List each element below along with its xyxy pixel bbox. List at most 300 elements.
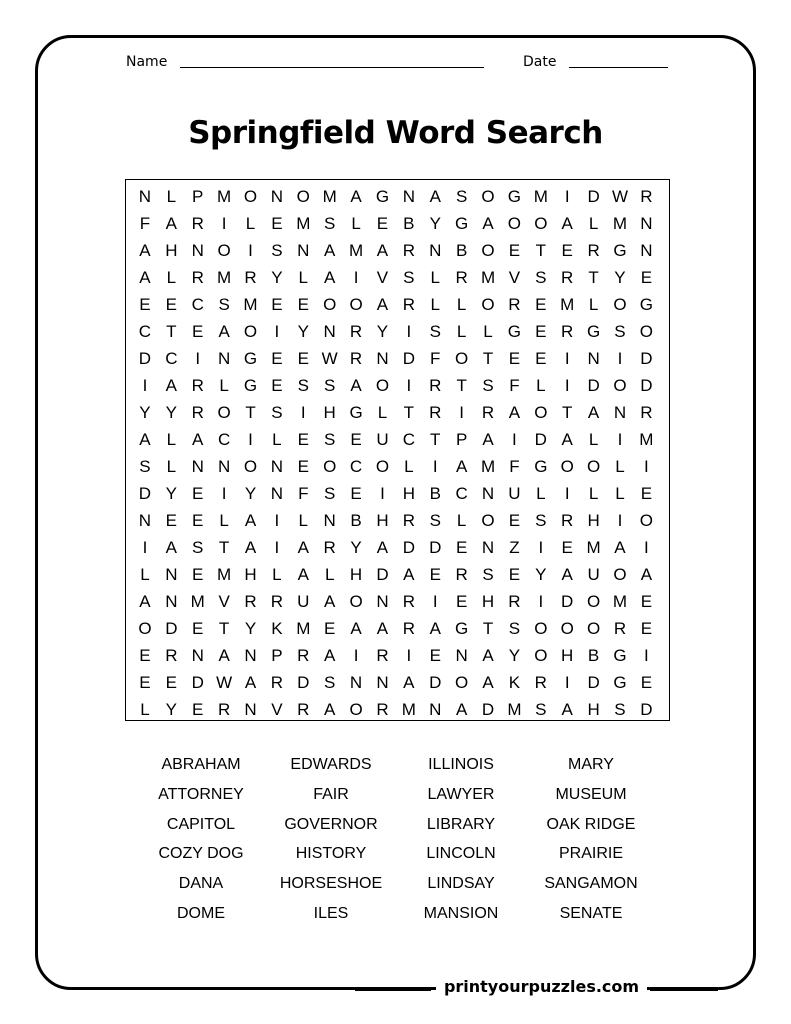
- grid-letter: N: [481, 538, 495, 557]
- grid-letter: A: [614, 538, 627, 557]
- grid-letter: O: [375, 376, 390, 395]
- grid-letter: A: [297, 565, 310, 584]
- grid-letter: L: [483, 322, 494, 341]
- grid-letter: I: [644, 457, 650, 476]
- grid-letter: R: [429, 376, 442, 395]
- grid-letter: E: [508, 511, 521, 530]
- grid-letter: H: [323, 403, 337, 422]
- grid-letter: R: [349, 349, 363, 368]
- grid-letter: S: [218, 295, 231, 314]
- grid-letter: D: [640, 376, 653, 395]
- grid-letter: Y: [297, 322, 310, 341]
- grid-letter: I: [644, 646, 650, 665]
- grid-letter: S: [324, 673, 336, 692]
- grid-letter: A: [244, 673, 257, 692]
- grid-letter: E: [192, 484, 204, 503]
- grid-letter: R: [561, 322, 574, 341]
- footer-line-right: [650, 988, 718, 991]
- grid-letter: S: [535, 511, 547, 530]
- grid-letter: E: [640, 268, 653, 287]
- footer-line-left: [355, 988, 431, 991]
- word-list: [136, 750, 656, 929]
- grid-letter: I: [432, 592, 439, 611]
- grid-letter: R: [534, 673, 548, 692]
- grid-letter: A: [139, 241, 152, 260]
- grid-letter: G: [507, 187, 522, 206]
- grid-row: [132, 507, 660, 534]
- word-list-item: LAWYER: [427, 785, 495, 803]
- grid-letter: L: [536, 484, 547, 503]
- word-list-item: MARY: [568, 756, 614, 773]
- grid-letter: L: [272, 430, 283, 449]
- grid-letter: S: [429, 322, 442, 341]
- grid-letter: S: [271, 241, 284, 260]
- grid-letter: N: [297, 241, 310, 260]
- grid-letter: A: [403, 673, 416, 692]
- grid-letter: N: [138, 187, 152, 206]
- word-list-item: SENATE: [559, 904, 623, 922]
- grid-letter: A: [297, 538, 310, 557]
- grid-letter: Y: [376, 322, 389, 341]
- grid-letter: O: [349, 592, 364, 611]
- grid-letter: O: [138, 619, 153, 638]
- grid-letter: I: [564, 349, 571, 368]
- grid-letter: O: [323, 295, 337, 314]
- grid-letter: I: [617, 511, 623, 530]
- grid-letter: R: [587, 241, 601, 260]
- grid-letter: N: [244, 646, 258, 665]
- grid-letter: A: [324, 700, 336, 719]
- footer-site: printyourpuzzles.com: [436, 976, 647, 998]
- grid-letter: A: [482, 214, 495, 233]
- grid-letter: O: [296, 187, 311, 206]
- grid-letter: L: [351, 214, 362, 233]
- grid-letter: S: [271, 403, 284, 422]
- grid-letter: G: [455, 619, 469, 638]
- grid-letter: A: [376, 619, 389, 638]
- grid-letter: W: [611, 187, 629, 206]
- grid-letter: A: [324, 268, 336, 287]
- grid-letter: R: [270, 592, 284, 611]
- grid-letter: E: [376, 214, 389, 233]
- grid-letter: R: [376, 700, 390, 719]
- grid-letter: Y: [271, 268, 284, 287]
- grid-letter: N: [640, 241, 653, 260]
- page-title: Springfield Word Search: [188, 115, 603, 151]
- grid-letter: I: [564, 187, 571, 206]
- grid-letter: N: [217, 457, 231, 476]
- grid-letter: D: [640, 349, 653, 368]
- grid-letter: D: [640, 700, 653, 719]
- grid-letter: V: [218, 592, 231, 611]
- grid-letter: P: [455, 430, 468, 449]
- grid-letter: I: [274, 538, 280, 557]
- grid-letter: Y: [508, 646, 521, 665]
- grid-letter: L: [166, 187, 177, 206]
- grid-letter: O: [243, 322, 258, 341]
- grid-letter: H: [587, 511, 601, 530]
- grid-letter: I: [564, 376, 571, 395]
- grid-letter: R: [508, 295, 522, 314]
- grid-letter: N: [587, 349, 601, 368]
- grid-letter: E: [561, 538, 574, 557]
- grid-letter: U: [508, 484, 522, 503]
- grid-letter: G: [613, 673, 628, 692]
- grid-letter: N: [429, 700, 442, 719]
- grid-letter: O: [349, 295, 364, 314]
- grid-letter: O: [586, 592, 601, 611]
- grid-letter: C: [455, 484, 469, 503]
- grid-letter: A: [244, 538, 257, 557]
- grid-letter: V: [271, 700, 284, 719]
- grid-letter: E: [297, 430, 310, 449]
- grid-letter: E: [640, 673, 653, 692]
- grid-letter: E: [297, 295, 310, 314]
- grid-letter: A: [218, 322, 231, 341]
- grid-letter: I: [644, 538, 650, 557]
- grid-letter: I: [564, 484, 571, 503]
- grid-letter: O: [323, 457, 337, 476]
- grid-letter: S: [535, 700, 547, 719]
- grid-letter: L: [430, 268, 441, 287]
- grid-letter: U: [297, 592, 310, 611]
- grid-letter: E: [139, 673, 152, 692]
- word-list-item: CAPITOL: [166, 815, 236, 833]
- grid-letter: I: [564, 673, 571, 692]
- grid-letter: I: [380, 484, 386, 503]
- grid-row: [132, 372, 660, 399]
- grid-letter: S: [482, 565, 495, 584]
- grid-letter: O: [455, 673, 469, 692]
- grid-letter: N: [376, 592, 390, 611]
- grid-letter: O: [243, 187, 258, 206]
- grid-letter: C: [165, 349, 178, 368]
- grid-letter: T: [403, 403, 415, 422]
- grid-letter: N: [270, 187, 284, 206]
- grid-letter: D: [587, 376, 601, 395]
- grid-letter: R: [244, 592, 258, 611]
- grid-letter: O: [481, 511, 496, 530]
- grid-row: [132, 561, 660, 588]
- grid-letter: G: [613, 646, 628, 665]
- word-list-item: LIBRARY: [426, 815, 496, 833]
- grid-letter: O: [375, 457, 390, 476]
- grid-letter: L: [588, 214, 599, 233]
- grid-letter: M: [612, 592, 628, 611]
- grid-letter: E: [192, 511, 204, 530]
- grid-letter: I: [512, 430, 518, 449]
- grid-letter: A: [640, 565, 653, 584]
- grid-letter: O: [534, 214, 548, 233]
- grid-letter: E: [561, 241, 574, 260]
- grid-letter: S: [324, 376, 336, 395]
- grid-letter: N: [323, 322, 337, 341]
- grid-letter: M: [190, 592, 206, 611]
- grid-letter: O: [586, 457, 601, 476]
- grid-letter: D: [429, 673, 442, 692]
- grid-letter: N: [165, 565, 178, 584]
- grid-letter: L: [588, 295, 599, 314]
- grid-letter: M: [296, 214, 311, 233]
- word-list-item: HORSESHOE: [279, 875, 383, 893]
- grid-letter: S: [192, 538, 204, 557]
- grid-letter: R: [613, 619, 627, 638]
- grid-letter: A: [376, 241, 389, 260]
- grid-letter: L: [377, 403, 388, 422]
- grid-letter: O: [613, 376, 628, 395]
- grid-letter: N: [138, 511, 152, 530]
- grid-letter: S: [403, 268, 416, 287]
- grid-row: [132, 453, 660, 480]
- grid-letter: O: [560, 457, 575, 476]
- grid-letter: G: [243, 376, 258, 395]
- grid-letter: U: [376, 430, 390, 449]
- grid-letter: A: [482, 430, 495, 449]
- grid-letter: Y: [614, 268, 627, 287]
- word-list-item: ILES: [313, 904, 349, 922]
- grid-letter: S: [614, 322, 627, 341]
- grid-letter: I: [538, 538, 544, 557]
- grid-letter: I: [406, 322, 412, 341]
- name-line: [180, 67, 484, 68]
- grid-letter: Y: [535, 565, 547, 584]
- grid-letter: O: [455, 349, 469, 368]
- grid-letter: B: [350, 511, 363, 530]
- grid-letter: O: [349, 700, 364, 719]
- grid-row: [132, 345, 660, 372]
- grid-letter: S: [324, 484, 336, 503]
- word-list-item: OAK RIDGE: [546, 815, 636, 833]
- grid-letter: R: [402, 511, 416, 530]
- grid-letter: E: [165, 673, 178, 692]
- grid-letter: A: [429, 619, 442, 638]
- grid-letter: C: [191, 295, 205, 314]
- grid-letter: V: [376, 268, 389, 287]
- grid-letter: L: [140, 700, 151, 719]
- grid-letter: N: [270, 484, 284, 503]
- grid-letter: A: [561, 565, 574, 584]
- grid-letter: N: [455, 646, 469, 665]
- grid-letter: E: [640, 484, 653, 503]
- grid-letter: F: [509, 457, 521, 476]
- grid-letter: M: [507, 700, 522, 719]
- grid-letter: S: [429, 511, 442, 530]
- grid-letter: O: [481, 241, 496, 260]
- word-list-item: PRAIRIE: [558, 845, 623, 863]
- grid-letter: M: [533, 187, 549, 206]
- grid-letter: L: [272, 565, 283, 584]
- grid-letter: T: [588, 268, 600, 287]
- grid-letter: A: [587, 403, 600, 422]
- grid-row: [132, 696, 660, 723]
- grid-letter: N: [270, 457, 284, 476]
- grid-letter: L: [588, 430, 599, 449]
- grid-row: [132, 588, 660, 615]
- grid-letter: R: [402, 619, 416, 638]
- grid-letter: O: [243, 457, 258, 476]
- grid-letter: B: [455, 241, 468, 260]
- grid-letter: N: [613, 403, 627, 422]
- grid-letter: I: [221, 214, 227, 233]
- grid-letter: L: [298, 511, 309, 530]
- grid-letter: A: [350, 376, 363, 395]
- grid-letter: E: [508, 241, 521, 260]
- grid-letter: A: [139, 430, 152, 449]
- grid-letter: M: [480, 268, 496, 287]
- grid-letter: E: [271, 349, 284, 368]
- grid-letter: E: [535, 322, 547, 341]
- grid-letter: Y: [165, 700, 178, 719]
- grid-letter: T: [482, 619, 494, 638]
- grid-letter: F: [509, 376, 521, 395]
- grid-letter: A: [376, 295, 389, 314]
- grid-letter: I: [617, 349, 623, 368]
- grid-letter: N: [217, 349, 231, 368]
- grid-letter: Z: [509, 538, 521, 557]
- grid-letter: D: [297, 673, 310, 692]
- grid-letter: A: [561, 430, 574, 449]
- grid-letter: E: [271, 295, 284, 314]
- grid-letter: E: [324, 619, 336, 638]
- grid-letter: E: [192, 322, 204, 341]
- grid-letter: L: [404, 457, 415, 476]
- word-list-item: DANA: [178, 875, 224, 893]
- grid-letter: A: [139, 268, 152, 287]
- grid-letter: G: [243, 349, 258, 368]
- word-list-item: SANGAMON: [544, 875, 638, 893]
- grid-letter: G: [639, 295, 654, 314]
- grid-letter: A: [455, 457, 468, 476]
- grid-letter: V: [508, 268, 521, 287]
- grid-letter: A: [324, 241, 336, 260]
- grid-letter: T: [456, 376, 468, 395]
- grid-letter: O: [534, 403, 548, 422]
- puzzle-grid: [132, 183, 660, 723]
- grid-letter: E: [192, 700, 204, 719]
- grid-letter: B: [403, 214, 416, 233]
- grid-letter: Y: [244, 619, 257, 638]
- grid-letter: E: [535, 349, 547, 368]
- grid-letter: P: [192, 187, 204, 206]
- grid-letter: R: [244, 268, 258, 287]
- grid-letter: I: [195, 349, 201, 368]
- grid-letter: H: [349, 565, 363, 584]
- grid-letter: R: [191, 214, 205, 233]
- grid-letter: R: [217, 700, 231, 719]
- grid-letter: W: [321, 349, 339, 368]
- grid-row: [132, 534, 660, 561]
- grid-letter: L: [324, 565, 335, 584]
- grid-letter: E: [429, 565, 442, 584]
- grid-letter: O: [534, 619, 548, 638]
- grid-letter: O: [534, 646, 548, 665]
- grid-row: [132, 480, 660, 507]
- grid-letter: I: [248, 430, 254, 449]
- grid-letter: D: [561, 592, 574, 611]
- grid-letter: A: [244, 511, 257, 530]
- grid-letter: I: [248, 241, 254, 260]
- grid-letter: O: [217, 403, 232, 422]
- grid-letter: E: [271, 214, 284, 233]
- grid-letter: R: [191, 268, 205, 287]
- word-list-item: LINCOLN: [426, 845, 496, 863]
- word-list-item: LINDSAY: [427, 875, 495, 893]
- grid-letter: M: [560, 295, 575, 314]
- grid-letter: A: [350, 187, 363, 206]
- grid-letter: A: [508, 403, 521, 422]
- grid-letter: U: [587, 565, 601, 584]
- date-line: [569, 67, 668, 68]
- grid-letter: M: [243, 295, 259, 314]
- grid-letter: N: [191, 241, 205, 260]
- grid-letter: B: [429, 484, 442, 503]
- grid-letter: I: [538, 592, 544, 611]
- word-list-item: MUSEUM: [555, 785, 627, 803]
- grid-letter: E: [640, 619, 653, 638]
- name-label: Name: [126, 54, 168, 70]
- grid-letter: T: [562, 403, 573, 422]
- grid-letter: A: [165, 376, 178, 395]
- grid-letter: D: [191, 673, 205, 692]
- grid-letter: N: [165, 592, 178, 611]
- grid-letter: C: [138, 322, 152, 341]
- word-list-item: COZY DOG: [158, 845, 244, 863]
- grid-letter: P: [271, 646, 284, 665]
- grid-letter: N: [244, 700, 258, 719]
- grid-letter: M: [612, 214, 628, 233]
- grid-letter: S: [614, 700, 627, 719]
- grid-row: [132, 264, 660, 291]
- grid-letter: O: [560, 619, 575, 638]
- grid-letter: I: [274, 511, 280, 530]
- grid-letter: M: [217, 187, 232, 206]
- grid-letter: S: [535, 268, 547, 287]
- grid-letter: L: [430, 295, 441, 314]
- grid-letter: N: [402, 187, 416, 206]
- grid-letter: G: [507, 322, 522, 341]
- grid-letter: M: [480, 457, 496, 476]
- grid-letter: A: [192, 430, 204, 449]
- grid-letter: E: [192, 565, 204, 584]
- grid-letter: N: [376, 673, 390, 692]
- grid-letter: R: [402, 592, 416, 611]
- grid-letter: M: [348, 241, 364, 260]
- grid-letter: L: [588, 484, 599, 503]
- grid-letter: H: [561, 646, 574, 665]
- grid-letter: T: [430, 430, 441, 449]
- grid-letter: S: [139, 457, 152, 476]
- grid-letter: T: [166, 322, 178, 341]
- grid-letter: M: [217, 268, 232, 287]
- grid-letter: E: [165, 295, 178, 314]
- grid-letter: H: [244, 565, 258, 584]
- grid-letter: R: [561, 511, 574, 530]
- grid-letter: D: [138, 484, 152, 503]
- grid-letter: N: [376, 349, 390, 368]
- grid-letter: E: [455, 592, 468, 611]
- grid-letter: E: [535, 295, 547, 314]
- grid-letter: I: [617, 430, 623, 449]
- grid-letter: R: [323, 538, 337, 557]
- grid-letter: F: [298, 484, 309, 503]
- grid-row: [132, 210, 660, 237]
- grid-letter: L: [456, 511, 467, 530]
- grid-letter: R: [561, 268, 574, 287]
- grid-letter: C: [217, 430, 231, 449]
- word-list-item: ATTORNEY: [158, 785, 244, 803]
- word-list-item: MANSION: [423, 904, 499, 922]
- grid-letter: Y: [165, 484, 178, 503]
